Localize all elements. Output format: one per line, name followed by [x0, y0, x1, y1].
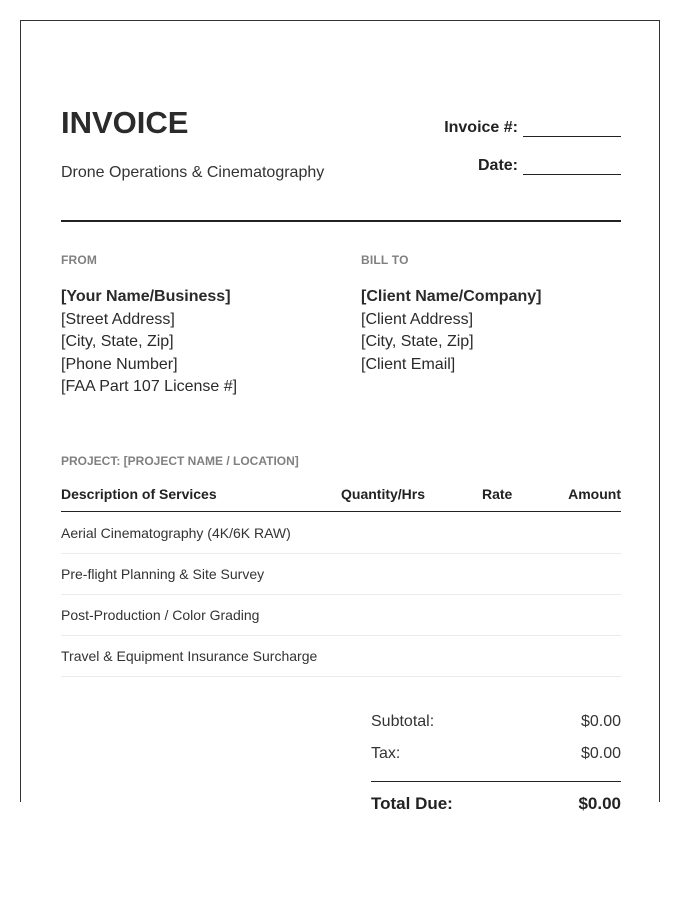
tax-label: Tax: — [371, 745, 401, 762]
invoice-subtitle: Drone Operations & Cinematography — [61, 164, 325, 181]
header-amount: Amount — [568, 486, 621, 502]
invoice-number-field[interactable] — [444, 119, 621, 137]
from-name: [Your Name/Business] — [61, 288, 231, 305]
table-row — [61, 554, 621, 595]
invoice-date-label: Date: — [477, 157, 518, 174]
invoice-title: INVOICE — [61, 105, 189, 140]
row-description: Aerial Cinematography (4K/6K RAW) — [61, 525, 291, 541]
from-street: [Street Address] — [61, 310, 175, 328]
subtotal-label: Subtotal: — [371, 713, 435, 730]
client-address: [Client Address] — [361, 310, 474, 328]
tax-value: $0.00 — [580, 745, 621, 762]
row-description: Pre-flight Planning & Site Survey — [61, 566, 265, 582]
invoice-number-label: Invoice #: — [444, 119, 518, 136]
from-phone: [Phone Number] — [61, 355, 178, 373]
totals-divider — [371, 781, 621, 782]
total-due-value: $0.00 — [578, 794, 621, 813]
project-label: PROJECT: [PROJECT NAME / LOCATION] — [61, 454, 299, 468]
header-quantity: Quantity/Hrs — [341, 486, 426, 502]
invoice-number-blank[interactable] — [523, 122, 621, 137]
bill-to-label: BILL TO — [361, 253, 409, 267]
from-city: [City, State, Zip] — [61, 333, 174, 350]
subtotal-value: $0.00 — [580, 713, 621, 730]
bill-to-address-block — [361, 286, 541, 376]
header-rate: Rate — [482, 486, 513, 502]
row-description: Post-Production / Color Grading — [61, 607, 260, 623]
client-city: [City, State, Zip] — [361, 333, 474, 350]
row-description: Travel & Equipment Insurance Surcharge — [61, 648, 318, 664]
header-description: Description of Services — [61, 486, 217, 502]
invoice-sheet — [20, 20, 660, 813]
client-name: [Client Name/Company] — [361, 288, 542, 305]
table-row — [61, 636, 621, 677]
header-divider — [61, 220, 621, 222]
services-table-header — [61, 485, 621, 512]
from-license: [FAA Part 107 License #] — [61, 378, 238, 395]
invoice-date-blank[interactable] — [523, 160, 621, 175]
invoice-date-field[interactable] — [478, 157, 621, 175]
from-address-block — [61, 286, 237, 399]
client-email: [Client Email] — [361, 355, 456, 373]
from-label: FROM — [61, 253, 98, 267]
table-row — [61, 595, 621, 636]
total-due-label: Total Due: — [371, 794, 453, 813]
table-row — [61, 513, 621, 554]
